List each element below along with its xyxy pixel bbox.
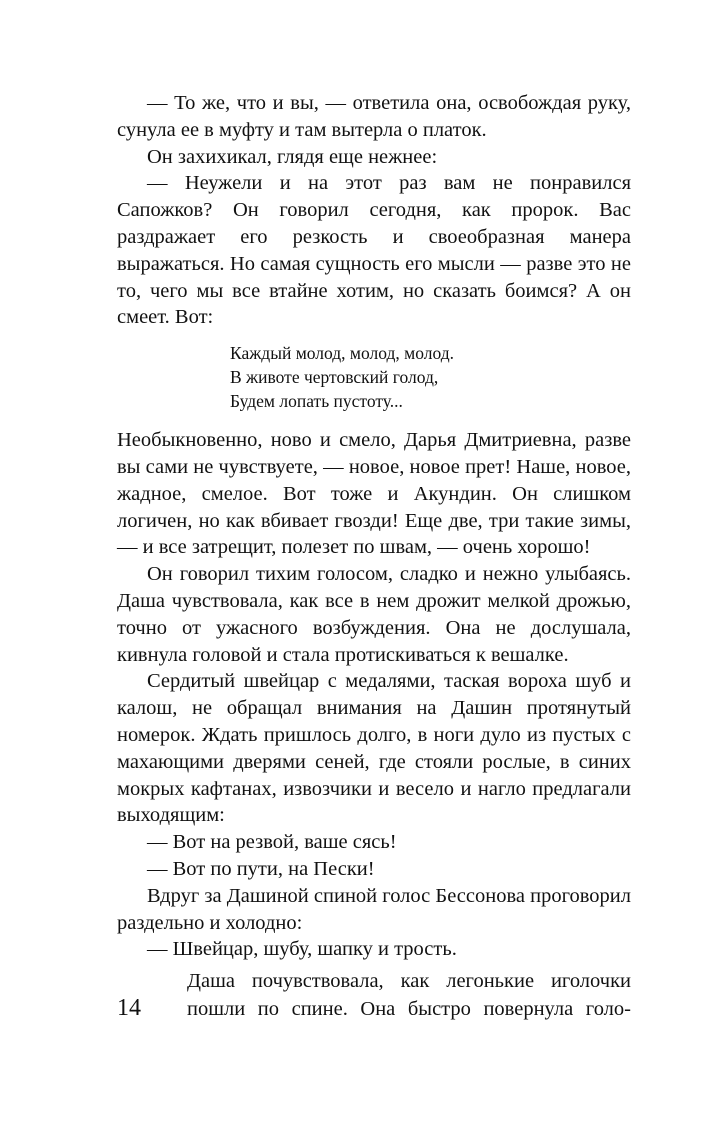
paragraph: Он говорил тихим голосом, сладко и нежно улыбаясь. Даша чувствовала, как все в нем дрожит мелкой дрожью, точно от ужасного возбуждения. Она не дослушала, кивнула головой и стала протискиваться к вешалке. xyxy=(117,563,631,666)
last-paragraph-row xyxy=(117,995,631,1023)
last-paragraph-line: Даша почувствовала, как легонькие иголочки xyxy=(187,970,631,992)
page-body xyxy=(117,90,631,963)
text-block-after-verse xyxy=(117,427,631,963)
paragraph: — Вот по пути, на Пески! xyxy=(147,857,375,880)
text-block xyxy=(117,90,631,331)
page-number: 14 xyxy=(117,994,141,1021)
paragraph: Сердитый швейцар с медалями, таская вороха шуб и калош, не обращал внимания на Дашин протянутый номерок. Ждать пришлось долго, в ноги дуло из пустых с махающими дверями сеней, где стояли рослые, в синих мокрых кафтанах, извозчики и весело и нагло предлагали выходящим: xyxy=(117,670,631,827)
paragraph: Вдруг за Дашиной спиной голос Бессонова проговорил раздельно и холодно: xyxy=(117,884,631,934)
last-paragraph-line: пошли по спине. Она быстро повернула голо- xyxy=(187,997,631,1020)
verse-line: Каждый молод, молод, молод. xyxy=(230,343,455,364)
verse-line: В животе чертовский голод, xyxy=(230,367,439,388)
page-footer-block xyxy=(117,968,631,1023)
verse-block xyxy=(230,341,631,413)
paragraph: — Вот на резвой, ваше сясь! xyxy=(147,831,397,854)
verse-line: Будем лопать пустоту... xyxy=(230,391,403,412)
paragraph: Необыкновенно, ново и смело, Дарья Дмитриевна, разве вы сами не чувствуете, — новое, новое прет! Наше, новое, жадное, смелое. Вот тоже и Акундин. Он слишком логичен, но как вбивает гвозди! Еще две, три такие зимы, — и все затрещит, полезет по швам, — очень хорошо! xyxy=(117,429,631,559)
paragraph: — Неужели и на этот раз вам не понравился Сапожков? Он говорил сегодня, как пророк. Вас раздражает его резкость и своеобразная манера выражаться. Но самая сущность его мысли — разве это не то, чего мы все втайне хотим, но сказать боимся? А он смеет. Вот: xyxy=(117,172,631,329)
paragraph: Он захихикал, глядя еще нежнее: xyxy=(147,145,438,168)
paragraph: — То же, что и вы, — ответила она, освобождая руку, сунула ее в муфту и там вытерла о платок. xyxy=(117,92,631,141)
paragraph: — Швейцар, шубу, шапку и трость. xyxy=(147,938,457,961)
